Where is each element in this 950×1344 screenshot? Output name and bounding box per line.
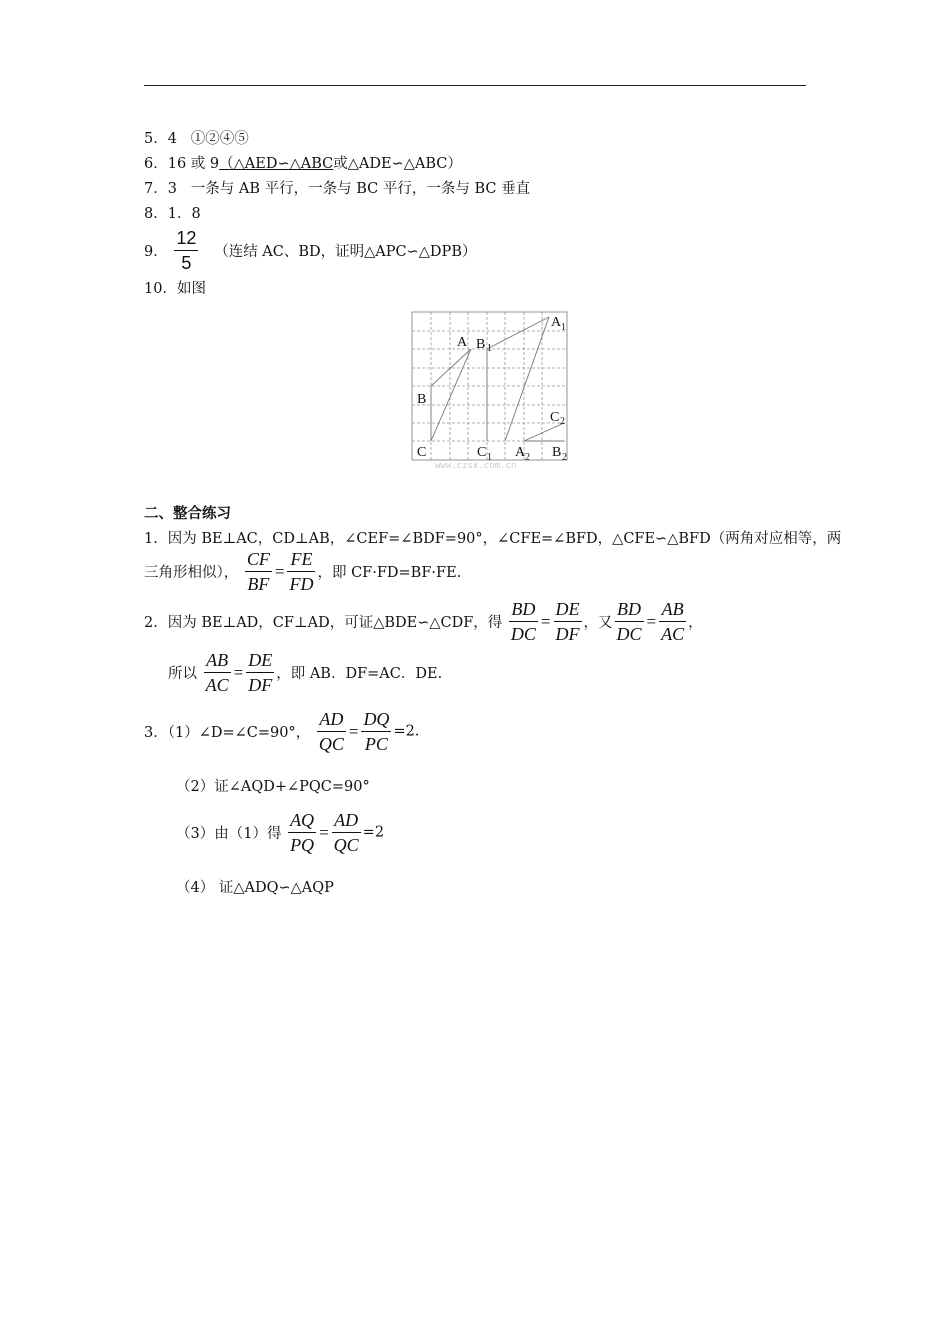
answer-7: 7．3 一条与 AB 平行，一条与 BC 平行，一条与 BC 垂直 xyxy=(144,181,531,197)
q1-line1: 1．因为 BE⊥AC，CD⊥AB，∠CEF=∠BDF=90°，∠CFE=∠BFD，△CFE∽△BFD（两角对应相等，两 xyxy=(144,531,842,547)
q3-part4: （4） 证△ADQ∽△AQP xyxy=(176,880,334,896)
answer-10: 10．如图 xyxy=(144,281,206,297)
label-b2: B xyxy=(552,445,562,460)
q3-part2: （2）证∠AQD+∠PQC=90° xyxy=(176,779,370,795)
answer-9: 9． $\frac{12}{5}$ （连结 AC、BD，证明△APC∽△DPB） xyxy=(144,228,477,273)
q2-line1: 2．因为 BE⊥AD，CF⊥AD，可证△BDE∽△CDF，得 $\frac{BD}{DC}$ = $\frac{DE}{DF}$ ，又 $\frac{BD}{DC}$ = $\frac{AB}{AC}$ ， xyxy=(144,599,703,644)
grid-figure xyxy=(409,310,569,470)
answer-6: 6．16 或 9（△AED∽△ABC或△ADE∽△ABC） xyxy=(144,156,462,172)
answer-8: 8．1．8 xyxy=(144,206,201,222)
sub-c2: 2 xyxy=(560,416,565,427)
sub-a2: 2 xyxy=(525,452,530,463)
header-rule xyxy=(144,85,806,86)
q2-line2: 所以 $\frac{AB}{AC}$ = $\frac{DE}{DF}$ ，即 AB．DF=AC．DE. xyxy=(168,650,443,695)
label-a: A xyxy=(457,335,468,350)
grid-lines xyxy=(412,312,567,460)
sub-b1: 1 xyxy=(487,343,492,354)
sub-a1: 1 xyxy=(561,322,566,333)
answer-5: 5．4 ①②④⑤ xyxy=(144,131,249,147)
watermark: www.czsx.com.cn xyxy=(435,461,517,470)
label-a1: A xyxy=(551,315,562,330)
q3-part1: 3．（1）∠D=∠C=90°， $\frac{AD}{QC}$ = $\frac{DQ}{PC}$ =2. xyxy=(144,709,420,754)
label-b1: B xyxy=(476,337,486,352)
label-c: C xyxy=(417,445,427,460)
q3-part3: （3）由（1）得 $\frac{AQ}{PQ}$ = $\frac{AD}{QC}$ =2 xyxy=(176,810,385,855)
sub-c1: 1 xyxy=(487,452,492,463)
fraction-12-5: $\frac{12}{5}$ xyxy=(176,228,197,273)
sub-b2: 2 xyxy=(562,452,567,463)
q1-line2: 三角形相似）， $\frac{CF}{BF}$ = $\frac{FE}{FD}$ ，即 CF·FD=BF·FE. xyxy=(144,549,462,594)
section-title: 二、整合练习 xyxy=(144,505,231,522)
label-c1: C xyxy=(477,445,487,460)
label-c2: C xyxy=(550,410,560,425)
label-b: B xyxy=(417,392,427,407)
label-a2: A xyxy=(515,445,526,460)
triangle-lines xyxy=(431,317,564,441)
